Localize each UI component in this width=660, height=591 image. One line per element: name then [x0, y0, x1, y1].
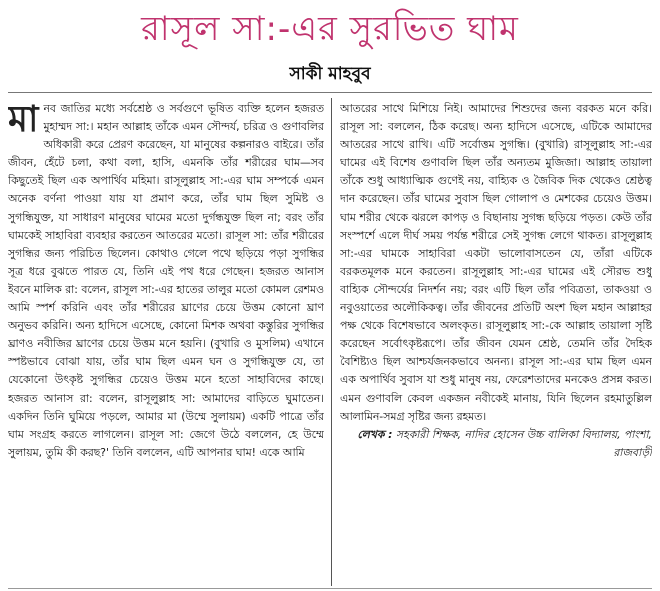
top-rule	[8, 92, 652, 93]
left-column	[8, 100, 324, 586]
right-column	[340, 100, 652, 586]
author-note	[340, 426, 652, 462]
drop-cap: মা	[8, 100, 39, 140]
bottom-rule	[8, 588, 652, 589]
author-byline: সাকী মাহবুব	[289, 64, 371, 84]
article-title: রাসূল সা:-এর সুরভিত ঘাম	[141, 9, 519, 49]
author-note-text: সহকারী শিক্ষক, নাদির হোসেন উচ্চ বালিকা বিদ্যালয়, পাংশা, রাজবাড়ী	[395, 427, 652, 459]
column-divider	[331, 98, 332, 586]
right-column-text: আতরের সাথে মিশিয়ে নিই। আমাদের শিশুদের জন্য বরকত মনে করি। রাসূল সা: বললেন, ঠিক করেছ। অন্য হাদিসে এসেছে, এটিকে আমাদের আতরের সাথে রাখি। এটি সর্বোত্তম সুগন্ধি। (বুখারি) রাসূলুল্লাহ সা:-এর ঘামের এই বিশেষ গুণাবলি ছিল তাঁর অন্যতম মুজিজা। আল্লাহ তায়ালা তাঁকে শুধু আধ্যাত্মিক গুণেই নয়, বাহ্যিক ও জৈবিক দিক থেকেও শ্রেষ্ঠত্ব দান করেছেন। তাঁর ঘামের সুবাস ছিল গোলাপ ও মেশকের চেয়েও উত্তম। ঘাম শরীর থেকে ঝরলে কাপড় ও বিছানায় সুগন্ধ ছড়িয়ে পড়ত। কেউ তাঁর সংস্পর্শে এলে দীর্ঘ সময় পর্যন্ত শরীরে সেই সুগন্ধ লেগে থাকত। রাসূলুল্লাহ সা:-এর ঘামকে সাহাবিরা একটা ভালোবাসতেন যে, তাঁরা এটিকে বরকতমূলক মনে করতেন। রাসূলুল্লাহ সা:-এর ঘামের এই সৌরভ শুধু বাহ্যিক সৌন্দর্যের নিদর্শন নয়; বরং এটি ছিল তাঁর পবিত্রতা, তাকওয়া ও নবুওয়াতের অলৌকিকত্ব। তাঁর জীবনের প্রতিটি অংশ ছিল মহান আল্লাহর পক্ষ থেকে বিশেষভাবে অলংকৃত। রাসূলুল্লাহ সা:-কে আল্লাহ তায়ালা সৃষ্টি করেছেন সর্বোৎকৃষ্টরূপে। তাঁর জীবন যেমন শ্রেষ্ঠ, তেমনি তাঁর দৈহিক বৈশিষ্ট্যও ছিল আশ্চর্যজনকভাবে অনন্য। রাসূল সা:-এর ঘাম ছিল এমন এক অপার্থিব সুবাস যা শুধু মানুষ নয়, ফেরেশতাদের মনকেও প্রসন্ন করত। এমন গুণাবলি কেবল একজন নবীকেই মানায়, যিনি ছিলেন রহমাতুল্লিল আলামিন-সমগ্র সৃষ্টির জন্য রহমত।	[340, 102, 652, 423]
author-note-label: লেখক :	[357, 427, 393, 441]
left-column-text: নব জাতির মধ্যে সর্বশ্রেষ্ঠ ও সর্বগুণে ভূষিত ব্যক্তি হলেন হজরত মুহাম্মদ সা:। মহান আল্লাহ তাঁকে এমন সৌন্দর্য, চরিত্র ও গুণাবলির অধিকারী করে প্রেরণ করেছেন, যা মানুষের কল্পনারও বাইরে। তাঁর জীবন, হেঁটে চলা, কথা বলা, হাসি, এমনকি তাঁর শরীরের ঘাম—সব কিছুতেই ছিল এক অপার্থিব মহিমা। রাসূলুল্লাহ সা:-এর ঘাম সম্পর্কে এমন অনেক বর্ণনা পাওয়া যায় যা প্রমাণ করে, তাঁর ঘাম ছিল সুমিষ্ট ও সুগন্ধিযুক্ত, যা সাধারণ মানুষের ঘামের মতো দুর্গন্ধযুক্ত ছিল না; বরং তাঁর ঘামকেই সাহাবিরা ব্যবহার করতেন আতরের মতো। রাসূল সা: তাঁর শরীরের সুগন্ধির জন্য পরিচিত ছিলেন। কোথাও গেলে পথে ছড়িয়ে পড়া সুগন্ধির সূত্র ধরে বুঝতে পারত যে, তিনি এই পথ ধরে গেছেন। হজরত আনাস ইবনে মালিক রা: বলেন, রাসূল সা:-এর হাতের তালুর মতো কোমল রেশমও আমি স্পর্শ করিনি এবং তাঁর শরীরের ঘ্রাণের চেয়ে উত্তম কোনো ঘ্রাণ অনুভব করিনি। অন্য হাদিসে এসেছে, কোনো মিশক অথবা কস্তুরির সুগন্ধির ঘ্রাণও নবীজির ঘ্রাণের চেয়ে উত্তম মনে হয়নি। (বুখারি ও মুসলিম) এখানে স্পষ্টভাবে বোঝা যায়, তাঁর ঘাম ছিল এমন ঘন ও সুগন্ধিযুক্ত যে, তা যেকোনো উৎকৃষ্ট সুগন্ধির চেয়েও উত্তম মনে হতো সাহাবিদের কাছে। হজরত আনাস রা: বলেন, রাসূলুল্লাহ সা: আমাদের বাড়িতে ঘুমাতেন। একদিন তিনি ঘুমিয়ে পড়লে, আমার মা (উম্মে সুলায়ম) একটি পাত্রে তাঁর ঘাম সংগ্রহ করতে লাগলেন। রাসূল সা: জেগে উঠে বললেন, হে উম্মে সুলায়ম, তুমি কী করছ?' তিনি বললেন, এটি আপনার ঘাম! একে আমি	[8, 102, 324, 459]
